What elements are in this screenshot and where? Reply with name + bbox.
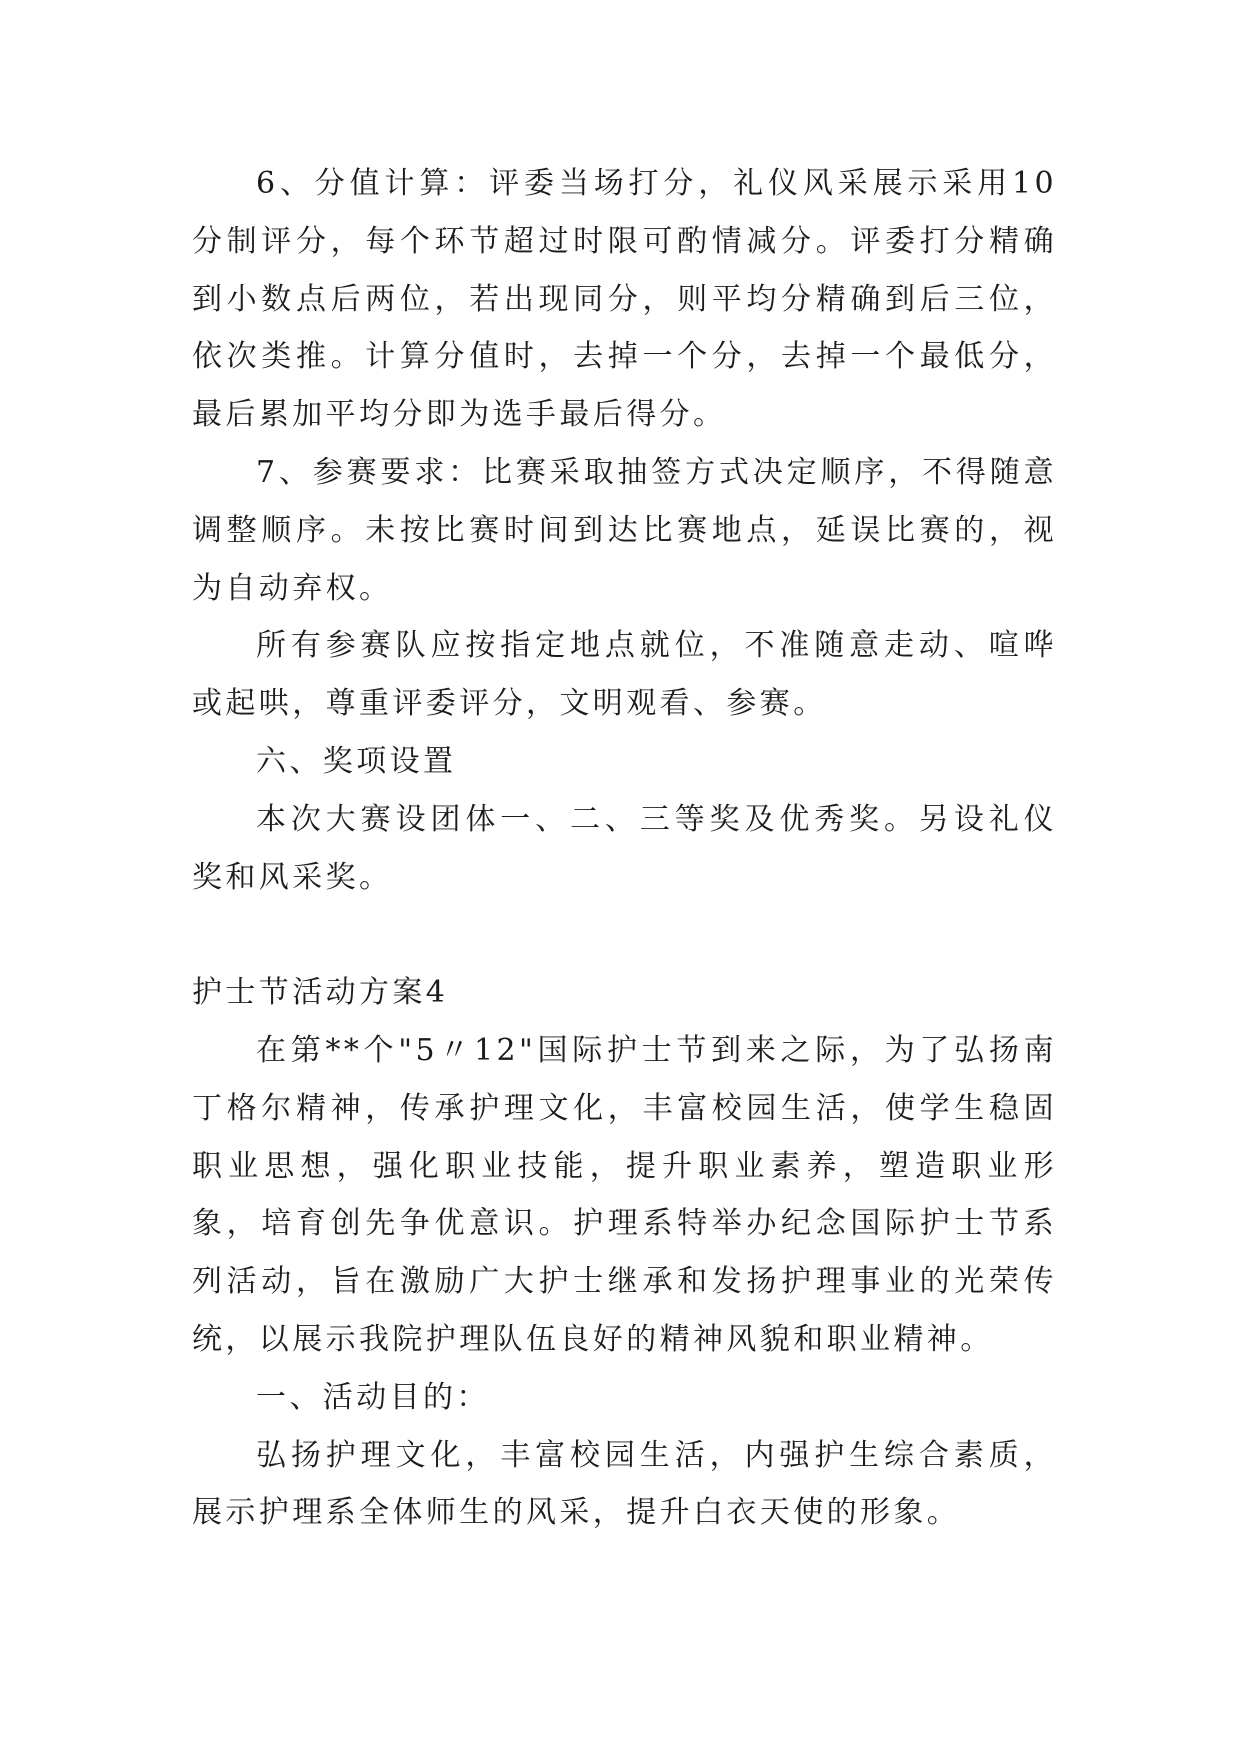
paragraph-entry-requirements: 7、参赛要求：比赛采取抽签方式决定顺序，不得随意调整顺序。未按比赛时间到达比赛地点，延误比赛的，视为自动弃权。 [192, 454, 1057, 606]
document-body [192, 155, 1057, 1542]
plan-title: 护士节活动方案4 [192, 975, 449, 1011]
paragraph-score-calculation: 6、分值计算：评委当场打分，礼仪风采展示采用10分制评分，每个环节超过时限可酌情减分。评委打分精确到小数点后两位，若出现同分，则平均分精确到后三位，依次类推。计算分值时，去掉一个分，去掉一个最低分，最后累加平均分即为选手最后得分。 [192, 166, 1057, 433]
section-heading-purpose: 一、活动目的： [256, 1379, 490, 1415]
paragraph-introduction: 在第**个"5〃12"国际护士节到来之际，为了弘扬南丁格尔精神，传承护理文化，丰富校园生活，使学生稳固职业思想，强化职业技能，提升职业素养，塑造职业形象，培育创先争优意识。护理系特举办纪念国际护士节系列活动，旨在激励广大护士继承和发扬护理事业的光荣传统，以展示我院护理队伍良好的精神风貌和职业精神。 [192, 1032, 1057, 1357]
paragraph-awards: 本次大赛设团体一、二、三等奖及优秀奖。另设礼仪奖和风采奖。 [192, 801, 1057, 895]
paragraph-team-conduct: 所有参赛队应按指定地点就位，不准随意走动、喧哗或起哄，尊重评委评分，文明观看、参赛。 [192, 628, 1057, 722]
paragraph-purpose: 弘扬护理文化，丰富校园生活，内强护生综合素质，展示护理系全体师生的风采，提升白衣天使的形象。 [192, 1437, 1057, 1531]
section-heading-awards: 六、奖项设置 [256, 743, 457, 779]
